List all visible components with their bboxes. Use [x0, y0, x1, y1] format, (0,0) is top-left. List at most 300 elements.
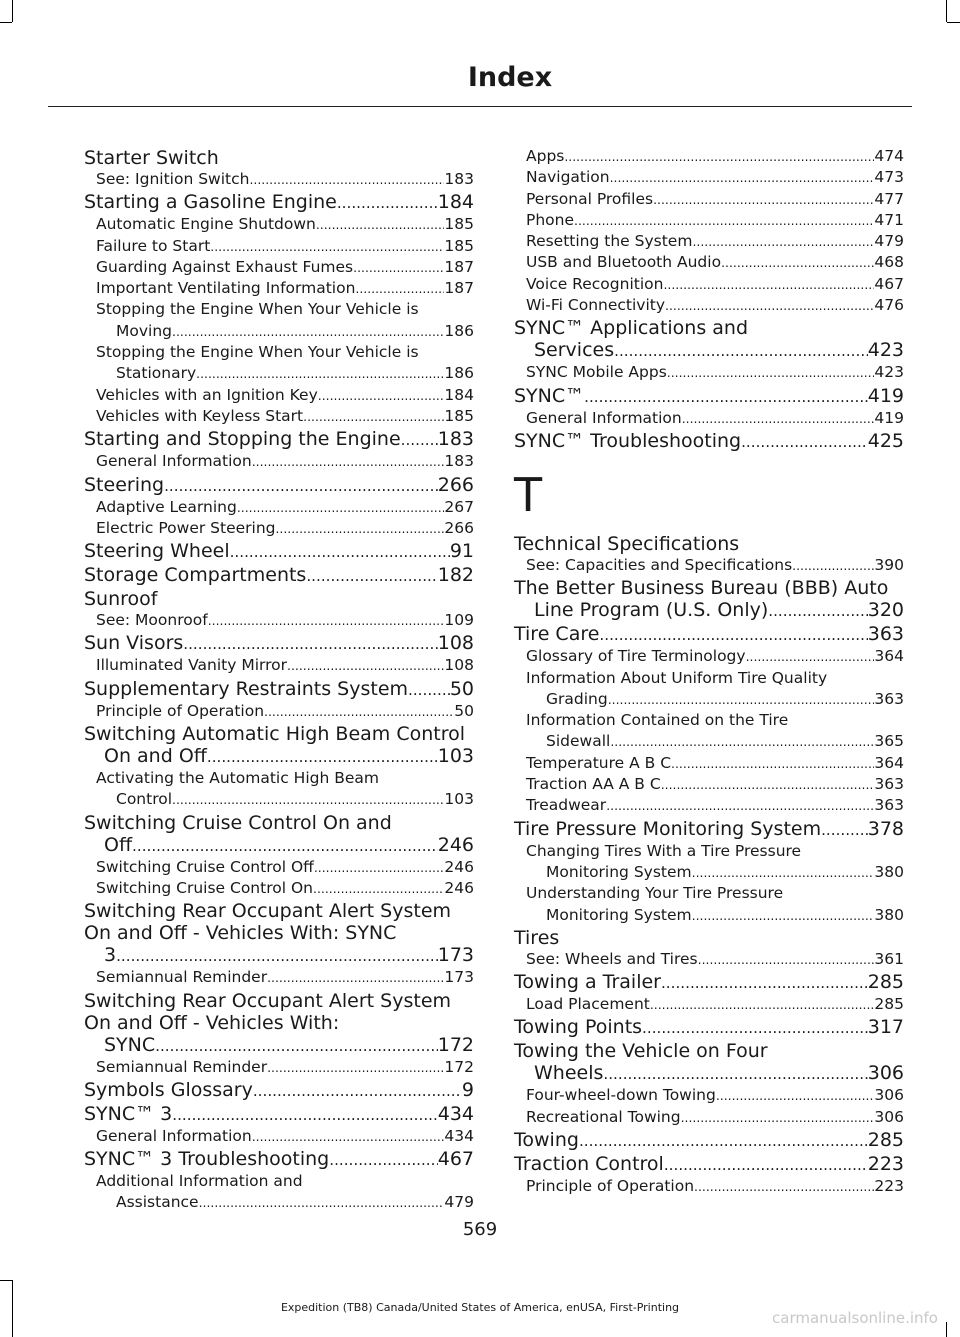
index-subentry[interactable]	[84, 214, 474, 235]
index-entry-text: See: Moonroof	[96, 611, 208, 630]
index-page-number: 423	[874, 363, 904, 382]
page-number: 569	[462, 1219, 498, 1240]
dot-leader	[746, 646, 875, 667]
index-entry-wrapline: On and Off - Vehicles With: SYNC	[84, 922, 397, 945]
dot-leader	[172, 321, 444, 342]
dot-leader	[252, 1126, 445, 1147]
index-entry[interactable]	[84, 474, 474, 497]
index-subentry[interactable]	[84, 257, 474, 278]
index-subentry[interactable]	[514, 668, 904, 711]
index-subentry[interactable]	[84, 342, 474, 385]
index-page-number: 467	[874, 274, 904, 293]
index-entry-text: Electric Power Steering	[96, 518, 276, 537]
index-page-number: 185	[444, 215, 474, 234]
index-page-number: 473	[874, 168, 904, 187]
index-column-right-bottom	[514, 533, 904, 1197]
index-page-number: 50	[454, 701, 474, 720]
index-subentry[interactable]	[84, 610, 474, 631]
index-entry-text: Tire Pressure Monitoring System	[514, 817, 822, 840]
index-entry-text: See: Wheels and Tires	[526, 949, 698, 968]
index-entry-wrapline: Understanding Your Tire Pressure	[526, 884, 784, 903]
crop-mark-bl-h	[0, 1280, 12, 1281]
index-page-number: 363	[874, 775, 904, 794]
index-entry-text: Off	[104, 833, 133, 856]
dot-leader	[692, 862, 875, 883]
index-entry-text: Stationary	[116, 364, 197, 383]
index-entry-text: Glossary of Tire Terminology	[526, 647, 746, 666]
dot-leader	[355, 278, 444, 299]
index-entry-text: Guarding Against Exhaust Fumes	[96, 257, 354, 276]
index-entry-text: Steering Wheel	[84, 540, 230, 563]
index-page-number: 380	[874, 862, 904, 881]
dot-leader	[155, 1035, 438, 1057]
index-page-number: 434	[444, 1126, 474, 1145]
index-entry-text: See: Ignition Switch	[96, 170, 250, 188]
index-entry[interactable]	[514, 818, 904, 841]
index-entry[interactable]	[514, 1040, 904, 1085]
index-page-number: 103	[437, 745, 474, 768]
dot-leader	[584, 386, 868, 408]
index-entry-text: SYNC	[104, 1033, 156, 1056]
index-subentry[interactable]	[84, 878, 474, 899]
index-subentry[interactable]	[84, 497, 474, 518]
dot-leader	[353, 257, 444, 278]
index-entry-text: Control	[116, 790, 173, 809]
dot-leader	[267, 967, 444, 988]
index-page-number: 185	[444, 236, 474, 255]
index-entry-wrapline: Additional Information and	[96, 1172, 303, 1191]
index-subentry[interactable]	[514, 231, 904, 252]
index-entry-text: Switching Cruise Control Off	[96, 857, 314, 876]
index-entry[interactable]	[514, 971, 904, 994]
index-subentry[interactable]	[514, 949, 904, 970]
index-page-number: 479	[874, 232, 904, 251]
dot-leader	[603, 1063, 867, 1085]
dot-leader	[208, 610, 445, 631]
index-page-number: 390	[874, 555, 904, 574]
index-entry[interactable]	[84, 1103, 474, 1126]
dot-leader	[318, 385, 445, 406]
index-entry-text: Tire Care	[514, 623, 600, 646]
index-page-number: 172	[437, 1033, 474, 1056]
index-page-number: 173	[444, 968, 474, 987]
dot-leader	[172, 1104, 437, 1126]
crop-mark-br-v	[946, 1322, 947, 1337]
index-page-number: 108	[444, 656, 474, 675]
index-subentry[interactable]	[514, 753, 904, 774]
dot-leader	[210, 236, 444, 257]
dot-leader	[164, 475, 438, 497]
index-entry-text: Temperature A B C	[526, 753, 672, 772]
index-entry-text: Traction Control	[514, 1153, 664, 1176]
dot-leader	[249, 169, 444, 190]
index-page-number: 185	[444, 406, 474, 425]
index-page-number: 363	[874, 796, 904, 815]
index-entry-text: Treadwear	[526, 796, 607, 815]
index-entry[interactable]	[514, 533, 904, 555]
dot-leader	[401, 429, 438, 451]
index-subentry[interactable]	[514, 883, 904, 926]
index-page-number: 172	[444, 1057, 474, 1076]
page-title	[0, 62, 960, 93]
index-entry-text: General Information	[96, 1126, 252, 1145]
index-entry-text: Recreational Towing	[526, 1107, 681, 1126]
index-page-number: 9	[461, 1078, 474, 1101]
dot-leader	[172, 789, 444, 810]
index-page-number: 285	[867, 1129, 904, 1152]
index-entry-wrapline: Switching Rear Occupant Alert System	[84, 900, 452, 923]
index-subentry[interactable]	[514, 994, 904, 1015]
index-page-number: 476	[874, 296, 904, 315]
index-page-number: 468	[874, 253, 904, 272]
index-entry[interactable]	[514, 623, 904, 646]
index-entry[interactable]	[84, 990, 474, 1057]
index-entry-text: Monitoring System	[546, 862, 692, 881]
index-entry-wrapline: Information Contained on the Tire	[526, 711, 789, 730]
index-subentry[interactable]	[84, 406, 474, 427]
index-entry-wrapline: Towing the Vehicle on Four	[514, 1040, 768, 1063]
index-subentry[interactable]	[84, 768, 474, 811]
index-entry-text: SYNC Mobile Apps	[526, 363, 667, 382]
dot-leader	[599, 624, 867, 646]
dot-leader	[329, 1149, 437, 1171]
dot-leader	[653, 189, 874, 210]
dot-leader	[132, 835, 438, 857]
index-subentry[interactable]	[514, 295, 904, 316]
index-subentry[interactable]	[514, 167, 904, 188]
dot-leader	[207, 746, 438, 768]
dot-leader	[671, 753, 874, 774]
index-entry[interactable]	[514, 927, 904, 949]
index-page-number: 187	[444, 279, 474, 298]
index-entry-text: Towing	[514, 1129, 579, 1152]
index-subentry[interactable]	[514, 555, 904, 576]
index-entry-text: Personal Profiles	[526, 189, 654, 208]
index-entry-text: Starting a Gasoline Engine	[84, 191, 337, 214]
index-entry[interactable]	[514, 317, 904, 362]
index-page-number: 173	[437, 944, 474, 967]
dot-leader	[230, 541, 450, 563]
index-subentry[interactable]	[84, 236, 474, 257]
index-page-number: 182	[437, 564, 474, 587]
index-page-number: 467	[437, 1148, 474, 1171]
index-page-number: 91	[449, 540, 474, 563]
index-entry-text: Illuminated Vanity Mirror	[96, 656, 287, 675]
index-subentry[interactable]	[84, 701, 474, 722]
index-entry-text: Load Placement	[526, 995, 650, 1014]
index-page-number: 474	[874, 147, 904, 165]
index-page-number: 320	[867, 599, 904, 622]
index-entry-text: Four-wheel-down Towing	[526, 1086, 716, 1105]
dot-leader	[337, 192, 438, 214]
index-entry-text: Important Ventilating Information	[96, 279, 356, 298]
index-entry-text: Adaptive Learning	[96, 497, 237, 516]
index-page-number: 306	[874, 1107, 904, 1126]
crop-mark-tl-h	[0, 22, 12, 23]
page-title-text: Index	[467, 62, 553, 93]
index-entry-wrapline: The Better Business Bureau (BBB) Auto	[514, 577, 889, 600]
index-entry-text: Assistance	[116, 1193, 199, 1212]
index-entry-text: General Information	[96, 452, 252, 471]
index-subentry[interactable]	[514, 774, 904, 795]
index-page-number: 266	[444, 518, 474, 537]
index-entry-text: Services	[534, 339, 615, 362]
dot-leader	[579, 1130, 868, 1152]
watermark: carmanualsonline.info	[772, 1309, 938, 1327]
index-subentry[interactable]	[84, 967, 474, 988]
index-page-number: 479	[444, 1193, 474, 1212]
dot-leader	[663, 274, 874, 295]
index-page-number: 50	[449, 677, 474, 700]
index-entry[interactable]	[514, 577, 904, 622]
index-subentry[interactable]	[84, 1171, 474, 1214]
dot-leader	[306, 565, 437, 587]
index-subentry[interactable]	[514, 646, 904, 667]
index-entry-text: Semiannual Reminder	[96, 1057, 268, 1076]
crop-mark-tr-h	[947, 22, 960, 23]
index-page-number: 434	[437, 1102, 474, 1125]
index-entry[interactable]	[84, 723, 474, 768]
index-subentry[interactable]	[84, 451, 474, 472]
dot-leader	[606, 795, 874, 816]
dot-leader	[196, 363, 444, 384]
index-page-number: 187	[444, 257, 474, 276]
index-entry-wrapline: Stopping the Engine When Your Vehicle is	[96, 343, 419, 362]
index-subentry[interactable]	[514, 146, 904, 167]
index-page-number: 184	[437, 191, 474, 214]
index-entry-wrapline: Switching Cruise Control On and	[84, 811, 392, 834]
index-entry-text: Towing Points	[514, 1016, 643, 1039]
dot-leader	[314, 857, 445, 878]
index-entry[interactable]	[84, 588, 474, 610]
dot-leader	[275, 518, 444, 539]
crop-mark-tl-v	[12, 0, 13, 22]
index-entry-text: SYNC™ 3 Troubleshooting	[84, 1148, 330, 1171]
index-page-number: 246	[444, 857, 474, 876]
index-entry-wrapline: Switching Automatic High Beam Control	[84, 723, 466, 746]
index-entry[interactable]	[84, 147, 474, 169]
index-page-number: 419	[867, 384, 904, 407]
index-page-number: 380	[874, 905, 904, 924]
index-page-number: 419	[874, 408, 904, 427]
index-subentry[interactable]	[84, 385, 474, 406]
index-entry[interactable]	[84, 428, 474, 451]
index-entry[interactable]	[514, 385, 904, 408]
index-entry-text: SYNC™ 3	[84, 1102, 173, 1125]
index-subentry[interactable]	[84, 169, 474, 190]
index-column-left	[84, 146, 474, 1214]
index-entry-text: SYNC™	[514, 384, 585, 407]
index-entry[interactable]	[514, 1153, 904, 1176]
index-page-number: 103	[444, 790, 474, 809]
index-subentry[interactable]	[84, 857, 474, 878]
dot-leader	[610, 731, 874, 752]
index-subentry[interactable]	[514, 1107, 904, 1128]
index-entry-text: Failure to Start	[96, 236, 211, 255]
index-column-right-top	[514, 146, 904, 453]
dot-leader	[642, 1017, 868, 1039]
index-page-number: 361	[874, 949, 904, 968]
dot-leader	[252, 451, 445, 472]
dot-leader	[682, 408, 875, 429]
dot-leader	[237, 497, 445, 518]
index-entry-wrapline: Stopping the Engine When Your Vehicle is	[96, 300, 419, 319]
index-entry[interactable]	[84, 900, 474, 967]
index-entry[interactable]	[84, 678, 474, 701]
index-entry-text: Switching Cruise Control On	[96, 878, 313, 897]
dot-leader	[698, 949, 875, 970]
index-subentry[interactable]	[514, 1085, 904, 1106]
index-entry-text: Starting and Stopping the Engine	[84, 428, 401, 451]
index-entry[interactable]	[514, 1129, 904, 1152]
index-entry-text: Moving	[116, 321, 172, 340]
index-column-right	[514, 146, 904, 1197]
index-entry-text: Principle of Operation	[526, 1177, 695, 1196]
index-subentry[interactable]	[514, 795, 904, 816]
index-entry-text: Semiannual Reminder	[96, 968, 268, 987]
index-entry-text: Sunroof	[84, 588, 158, 611]
dot-leader	[316, 214, 445, 235]
index-page-number: 186	[444, 321, 474, 340]
index-entry-text: Steering	[84, 473, 165, 496]
index-page-number: 477	[874, 189, 904, 208]
index-page-number: 364	[874, 647, 904, 666]
index-page-number: 108	[437, 632, 474, 655]
index-page-number: 223	[867, 1153, 904, 1176]
index-entry-text: Symbols Glossary	[84, 1078, 253, 1101]
index-entry-text: General Information	[526, 408, 682, 427]
dot-leader	[610, 167, 875, 188]
dot-leader	[692, 231, 874, 252]
index-entry-text: Voice Recognition	[526, 274, 664, 293]
dot-leader	[661, 972, 868, 994]
index-entry[interactable]	[84, 812, 474, 857]
dot-leader	[716, 1085, 875, 1106]
index-entry-text: Towing a Trailer	[514, 971, 661, 994]
index-entry[interactable]	[84, 632, 474, 655]
index-entry-text: Sun Visors	[84, 632, 184, 655]
index-entry-text: Traction AA A B C	[526, 775, 661, 794]
index-subentry[interactable]	[84, 1057, 474, 1078]
index-entry-wrapline: On and Off - Vehicles With:	[84, 1011, 340, 1034]
index-entry[interactable]	[514, 1016, 904, 1039]
index-page-number: 306	[867, 1062, 904, 1085]
index-entry-text: USB and Bluetooth Audio	[526, 253, 722, 272]
index-entry-text: Supplementary Restraints System	[84, 677, 409, 700]
dot-leader	[313, 878, 444, 899]
index-subentry[interactable]	[84, 1126, 474, 1147]
index-entry-text: Wi-Fi Connectivity	[526, 296, 666, 315]
dot-leader	[116, 945, 438, 967]
index-page-number: 378	[867, 817, 904, 840]
crop-mark-tr-v	[946, 0, 947, 22]
header-rule	[48, 106, 912, 107]
edition-footer: Expedition (TB8) Canada/United States of America, enUSA, First-Printing	[280, 1301, 680, 1314]
index-page-number: 246	[437, 833, 474, 856]
index-entry-text: Vehicles with an Ignition Key	[96, 385, 318, 404]
index-page-number: 363	[867, 623, 904, 646]
dot-leader	[667, 362, 875, 383]
index-entry[interactable]	[84, 540, 474, 563]
index-entry-text: On and Off	[104, 745, 207, 768]
index-entry-text: Wheels	[534, 1062, 604, 1085]
index-page-number: 365	[874, 732, 904, 751]
index-subentry[interactable]	[84, 299, 474, 342]
index-subentry[interactable]	[514, 1176, 904, 1197]
index-page-number: 423	[867, 339, 904, 362]
dot-leader	[792, 555, 874, 576]
index-subentry[interactable]	[84, 518, 474, 539]
dot-leader	[183, 633, 437, 655]
index-page-number: 267	[444, 497, 474, 516]
index-subentry[interactable]	[514, 841, 904, 884]
index-subentry[interactable]	[514, 710, 904, 753]
index-subentry[interactable]	[84, 655, 474, 676]
index-entry[interactable]	[84, 191, 474, 214]
dot-leader	[692, 905, 875, 926]
dot-leader	[650, 994, 875, 1015]
index-page-number: 285	[874, 995, 904, 1014]
index-page-number: 471	[874, 210, 904, 229]
index-entry-text: Automatic Engine Shutdown	[96, 215, 316, 234]
index-entry-text: Monitoring System	[546, 905, 692, 924]
dot-leader	[264, 701, 454, 722]
index-subentry[interactable]	[514, 408, 904, 429]
index-entry[interactable]	[514, 430, 904, 453]
index-entry-text: Tires	[514, 926, 560, 949]
index-page-number: 183	[437, 428, 474, 451]
index-page-number: 186	[444, 364, 474, 383]
index-subentry[interactable]	[514, 274, 904, 295]
index-entry-text: Principle of Operation	[96, 701, 265, 720]
index-entry-text: Resetting the System	[526, 232, 693, 251]
index-entry-wrapline: SYNC™ Applications and	[514, 317, 749, 340]
index-entry-wrapline: Activating the Automatic High Beam	[96, 769, 379, 788]
index-entry-text: Starter Switch	[84, 147, 219, 169]
index-subentry[interactable]	[514, 252, 904, 273]
index-subentry[interactable]	[514, 189, 904, 210]
index-page-number: 285	[867, 971, 904, 994]
index-page-number: 184	[444, 385, 474, 404]
index-entry-text: Technical Specifications	[514, 532, 740, 555]
index-subentry[interactable]	[514, 210, 904, 231]
dot-leader	[253, 1080, 462, 1102]
dot-leader	[665, 295, 874, 316]
index-page-number: 364	[874, 753, 904, 772]
dot-leader	[608, 689, 875, 710]
index-entry-text: Sidewall	[546, 732, 611, 751]
index-entry-wrapline: Switching Rear Occupant Alert System	[84, 989, 452, 1012]
dot-leader	[614, 340, 868, 362]
index-entry-text: Vehicles with Keyless Start	[96, 406, 304, 425]
dot-leader	[721, 252, 874, 273]
index-subentry[interactable]	[514, 362, 904, 383]
index-entry[interactable]	[84, 1079, 474, 1102]
dot-leader	[694, 1176, 874, 1197]
index-entry[interactable]	[84, 1148, 474, 1171]
index-entry[interactable]	[84, 564, 474, 587]
index-subentry[interactable]	[84, 278, 474, 299]
index-page-number: 183	[444, 452, 474, 471]
index-entry-text: Storage Compartments	[84, 564, 307, 587]
index-page-number: 109	[444, 611, 474, 630]
index-page-number: 246	[444, 878, 474, 897]
dot-leader	[661, 774, 875, 795]
index-page-number: 363	[874, 689, 904, 708]
dot-leader	[408, 679, 450, 701]
dot-leader	[821, 819, 868, 841]
dot-leader	[564, 146, 874, 167]
